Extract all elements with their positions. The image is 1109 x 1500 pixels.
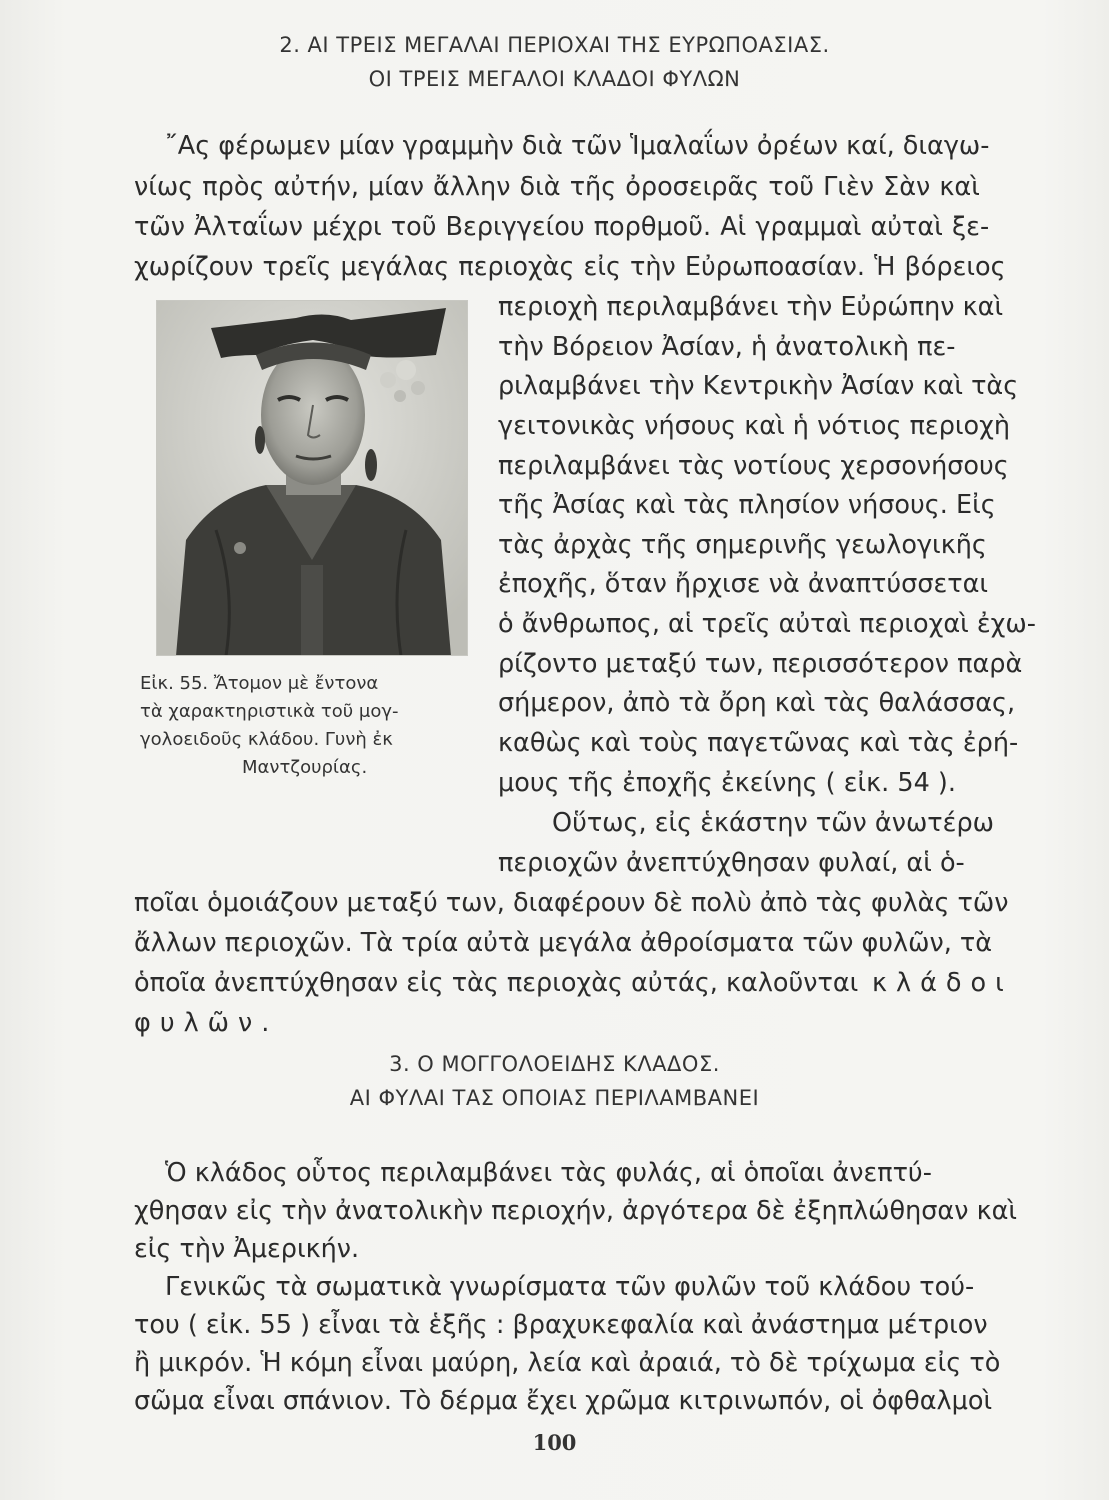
- body-line: ριλαμβάνει τὴν Κεντρικὴν Ἀσίαν καὶ τὰς: [498, 371, 1019, 401]
- body-line: Γενικῶς τὰ σωματικὰ γνωρίσματα τῶν φυλῶν τοῦ κλάδου τού-: [165, 1272, 975, 1302]
- body-line: ποῖαι ὁμοιάζουν μεταξύ των, διαφέρουν δὲ πολὺ ἀπὸ τὰς φυλὰς τῶν: [134, 888, 1009, 918]
- spaced-term: κλάδοι: [872, 968, 1013, 998]
- body-line: ὁποῖα ἀνεπτύχθησαν εἰς τὰς περιοχὰς αὐτάς, καλοῦνται: [134, 968, 859, 998]
- body-line: νίως πρὸς αὐτήν, μίαν ἄλλην διὰ τῆς ὀροσειρᾶς τοῦ Γιὲν Σὰν καὶ: [134, 172, 980, 202]
- body-line: περιοχῶν ἀνεπτύχθησαν φυλαί, αἱ ὁ-: [498, 848, 965, 878]
- body-line: ἐποχῆς, ὅταν ἤρχισε νὰ ἀναπτύσσεται: [498, 569, 989, 599]
- body-line: περιοχὴ περιλαμβάνει τὴν Εὐρώπην καὶ: [498, 292, 1004, 322]
- body-line: χθησαν εἰς τὴν ἀνατολικὴν περιοχήν, ἀργότερα δὲ ἐξηπλώθησαν καὶ: [134, 1196, 1018, 1226]
- body-line: γειτονικὰς νήσους καὶ ἡ νότιος περιοχὴ: [498, 411, 1011, 441]
- portrait-photograph-image: [156, 300, 468, 656]
- body-line: ἢ μικρόν. Ἡ κόμη εἶναι μαύρη, λεία καὶ ἀραιά, τὸ δὲ τρίχωμα εἰς τὸ: [134, 1348, 1001, 1378]
- section-2-heading-line-1: 2. ΑΙ ΤΡΕΙΣ ΜΕΓΑΛΑΙ ΠΕΡΙΟΧΑΙ ΤΗΣ ΕΥΡΩΠΟΑΣΙΑΣ.: [279, 33, 830, 57]
- section-3-heading-line-1: 3. Ο ΜΟΓΓΟΛΟΕΙΔΗΣ ΚΛΑΔΟΣ.: [389, 1052, 720, 1076]
- body-line: χωρίζουν τρεῖς μεγάλας περιοχὰς εἰς τὴν Εὐρωποασίαν. Ἡ βόρειος: [134, 252, 1006, 282]
- body-line: Ὁ κλάδος οὗτος περιλαμβάνει τὰς φυλάς, αἱ ὁποῖαι ἀνεπτύ-: [165, 1158, 932, 1188]
- figure-caption-line: γολοειδοῦς κλάδου. Γυνὴ ἐκ: [140, 729, 393, 750]
- section-3-heading-line-2: ΑΙ ΦΥΛΑΙ ΤΑΣ ΟΠΟΙΑΣ ΠΕΡΙΛΑΜΒΑΝΕΙ: [349, 1086, 760, 1110]
- body-line: τῶν Ἀλταΐων μέχρι τοῦ Βεριγγείου πορθμοῦ. Αἱ γραμμαὶ αὐταὶ ξε-: [134, 212, 990, 242]
- figure-caption-line: τὰ χαρακτηριστικὰ τοῦ μογ-: [140, 701, 399, 722]
- body-line: σήμερον, ἀπὸ τὰ ὄρη καὶ τὰς θαλάσσας,: [498, 688, 1016, 718]
- body-line: περιλαμβάνει τὰς νοτίους χερσονήσους: [498, 451, 1009, 481]
- portrait-photograph: [156, 300, 468, 656]
- body-line: τὰς ἀρχὰς τῆς σημερινῆς γεωλογικῆς: [498, 530, 987, 560]
- body-line: του ( εἰκ. 55 ) εἶναι τὰ ἑξῆς : βραχυκεφαλία καὶ ἀνάστημα μέτριον: [134, 1310, 988, 1340]
- body-line: ῎Ας φέρωμεν μίαν γραμμὴν διὰ τῶν Ἱμαλαΐων ὀρέων καί, διαγω-: [165, 131, 990, 161]
- figure-caption-line: Μαντζουρίας.: [242, 757, 368, 778]
- spaced-term: φυλῶν.: [134, 1008, 279, 1038]
- body-line: ἄλλων περιοχῶν. Τὰ τρία αὐτὰ μεγάλα ἀθροίσματα τῶν φυλῶν, τὰ: [134, 928, 993, 958]
- body-line: σῶμα εἶναι σπάνιον. Τὸ δέρμα ἔχει χρῶμα κιτρινωπόν, οἱ ὀφθαλμοὶ: [134, 1386, 993, 1416]
- body-line: εἰς τὴν Ἀμερικήν.: [134, 1234, 360, 1264]
- page-number: 100: [532, 1430, 577, 1455]
- body-line: ρίζοντο μεταξύ των, περισσότερον παρὰ: [498, 649, 1023, 679]
- body-line: τὴν Βόρειον Ἀσίαν, ἡ ἀνατολικὴ πε-: [498, 332, 956, 362]
- section-2-heading-line-2: ΟΙ ΤΡΕΙΣ ΜΕΓΑΛΟΙ ΚΛΑΔΟΙ ΦΥΛΩΝ: [368, 67, 741, 91]
- body-line: καθὼς καὶ τοὺς παγετῶνας καὶ τὰς ἐρή-: [498, 728, 1019, 758]
- body-line: ὁ ἄνθρωπος, αἱ τρεῖς αὐταὶ περιοχαὶ ἐχω-: [498, 609, 1036, 639]
- body-line: μους τῆς ἐποχῆς ἐκείνης ( εἰκ. 54 ).: [498, 768, 956, 798]
- figure-caption-line: Εἰκ. 55. Ἄτομον μὲ ἔντονα: [140, 673, 379, 694]
- body-line: Οὕτως, εἰς ἑκάστην τῶν ἀνωτέρω: [552, 808, 994, 838]
- body-line: τῆς Ἀσίας καὶ τὰς πλησίον νήσους. Εἰς: [498, 490, 996, 520]
